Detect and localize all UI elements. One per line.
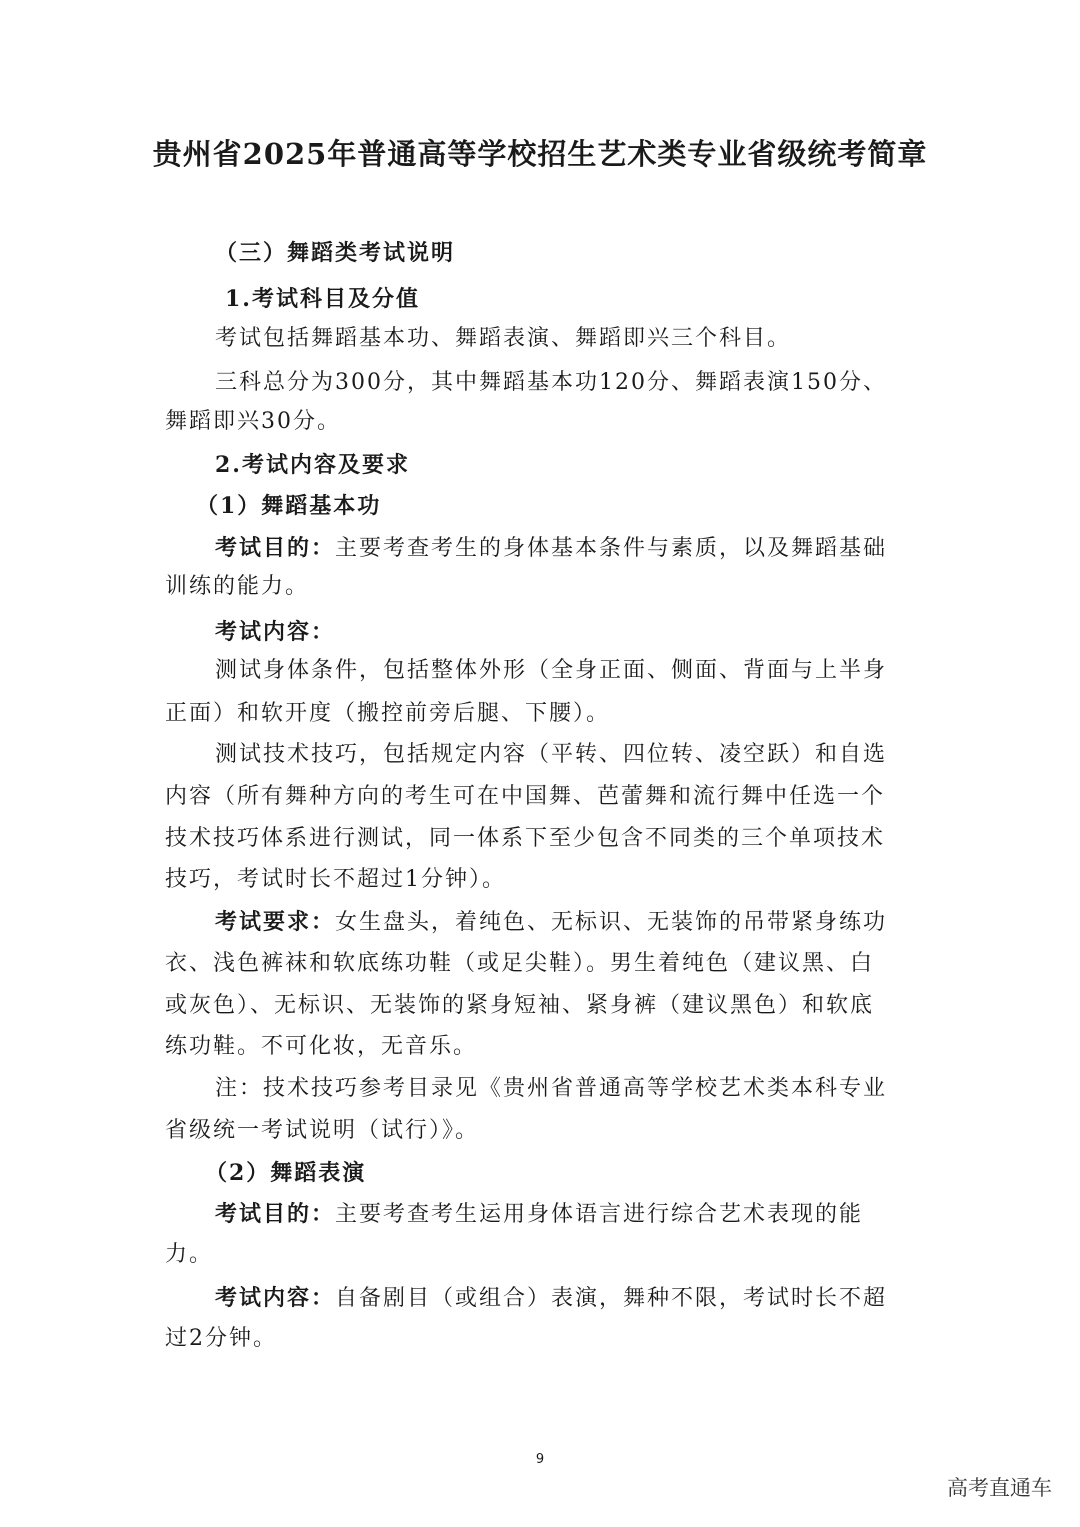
subheading-performance: （2）舞蹈表演 (205, 1160, 367, 1186)
label-purpose: 考试目的： (215, 535, 336, 561)
subheading-subjects: 1.考试科目及分值 (225, 286, 420, 312)
paragraph-line: 技术技巧体系进行测试，同一体系下至少包含不同类的三个单项技术 (165, 826, 886, 851)
paragraph-line: 技巧，考试时长不超过1分钟）。 (165, 867, 506, 892)
paragraph-line (215, 907, 917, 938)
paragraph-line: 训练的能力。 (165, 574, 310, 599)
paragraph-line (215, 1283, 917, 1314)
page-number: 9 (535, 1452, 545, 1467)
paragraph-line (215, 617, 917, 648)
paragraph-line: 内容（所有舞种方向的考生可在中国舞、芭蕾舞和流行舞中任选一个 (165, 784, 886, 809)
line-text: 主要考查考生运用身体语言进行综合艺术表现的能 (335, 1202, 864, 1227)
paragraph-line (215, 1199, 917, 1230)
paragraph-line: 注：技术技巧参考目录见《贵州省普通高等学校艺术类本科专业 (215, 1076, 888, 1101)
label-requirements: 考试要求： (215, 909, 336, 935)
page-title: 贵州省2025年普通高等学校招生艺术类专业省级统考简章 (152, 137, 928, 171)
paragraph-line (215, 533, 917, 564)
line-text: 自备剧目（或组合）表演，舞种不限，考试时长不超 (335, 1286, 888, 1311)
paragraph-line: 练功鞋。不可化妆，无音乐。 (165, 1034, 478, 1059)
label-purpose: 考试目的： (215, 1201, 336, 1227)
paragraph-line: 或灰色）、无标识、无装饰的紧身短袖、紧身裤（建议黑色）和软底 (165, 993, 875, 1018)
subheading-content: 2.考试内容及要求 (215, 452, 410, 478)
paragraph-line: 正面）和软开度（搬控前旁后腿、下腰）。 (165, 701, 611, 726)
line-text: 主要考查考生的身体基本条件与素质，以及舞蹈基础 (335, 536, 888, 561)
paragraph-line: 测试技术技巧，包括规定内容（平转、四位转、凌空跃）和自选 (215, 742, 888, 767)
paragraph-line: 三科总分为300分，其中舞蹈基本功120分、舞蹈表演150分、 (215, 370, 887, 395)
paragraph-line: 力。 (165, 1242, 214, 1267)
label-content: 考试内容： (215, 619, 336, 645)
paragraph-line: 衣、浅色裤袜和软底练功鞋（或足尖鞋）。男生着纯色（建议黑、白 (165, 951, 875, 976)
subheading-basic-skills: （1）舞蹈基本功 (196, 493, 382, 519)
paragraph-line: 测试身体条件，包括整体外形（全身正面、侧面、背面与上半身 (215, 658, 888, 683)
paragraph-line: 过2分钟。 (165, 1326, 277, 1351)
line-text: 女生盘头，着纯色、无标识、无装饰的吊带紧身练功 (335, 910, 888, 935)
watermark: 高考直通车 (947, 1476, 1052, 1500)
paragraph-line: 舞蹈即兴30分。 (165, 409, 341, 434)
label-content: 考试内容： (215, 1285, 336, 1311)
paragraph-line: 考试包括舞蹈基本功、舞蹈表演、舞蹈即兴三个科目。 (215, 326, 792, 351)
paragraph-line: 省级统一考试说明（试行）》。 (165, 1118, 480, 1143)
section-heading-dance: （三）舞蹈类考试说明 (215, 240, 456, 266)
